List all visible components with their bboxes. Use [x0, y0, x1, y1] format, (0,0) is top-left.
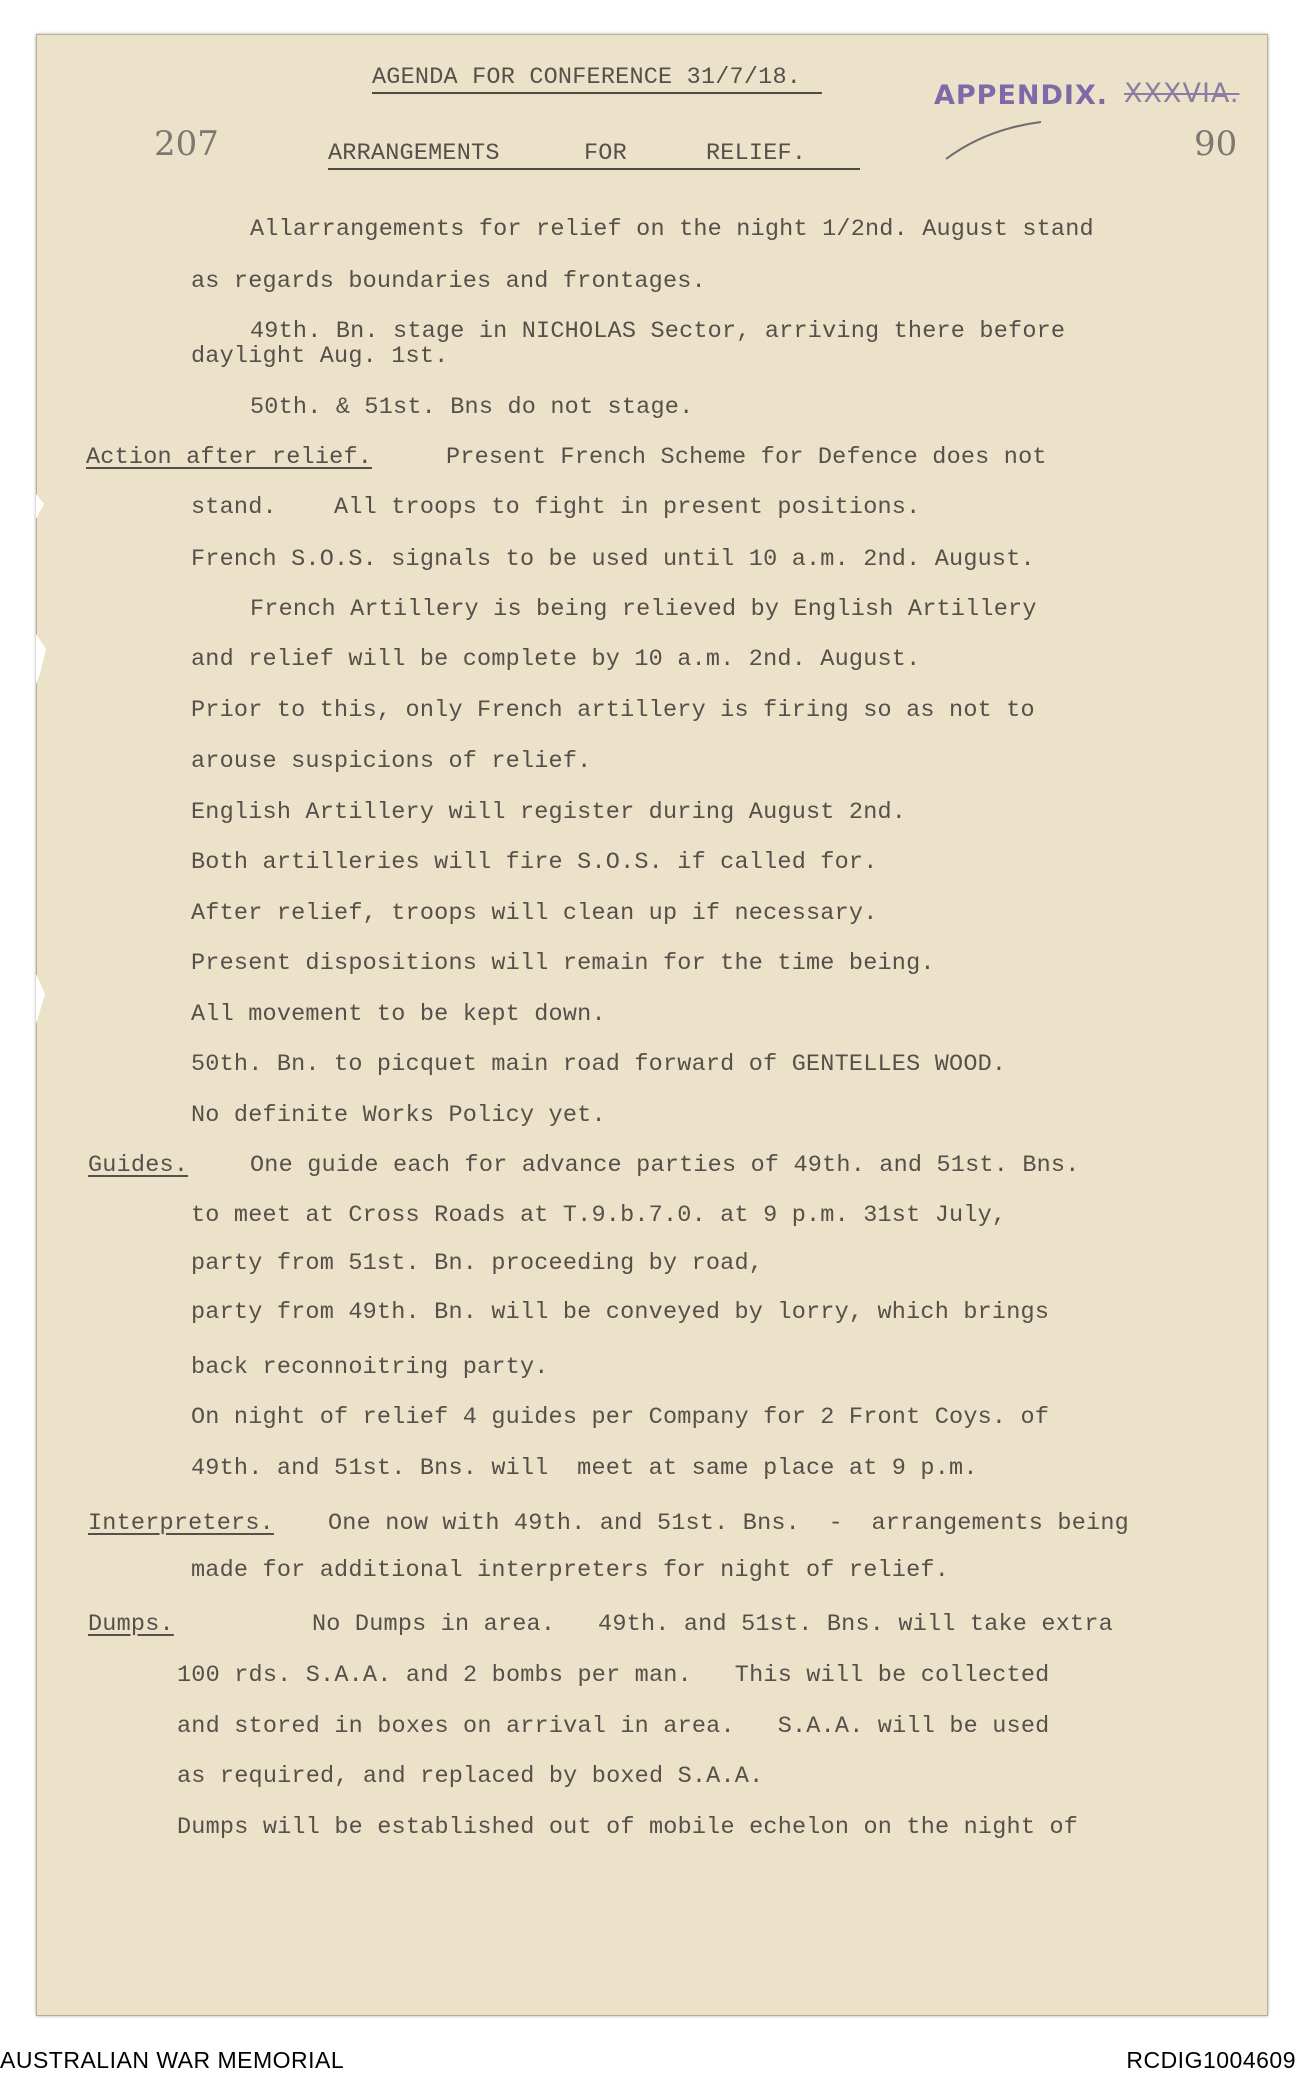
- guides-line-5: back reconnoitring party.: [191, 1354, 549, 1381]
- action-line-4: French Artillery is being relieved by English Artillery: [250, 596, 1037, 623]
- heading-interpreters: Interpreters.: [88, 1510, 274, 1537]
- dumps-line-2: 100 rds. S.A.A. and 2 bombs per man. This will be collected: [177, 1662, 1050, 1689]
- subtitle-underline: [328, 168, 860, 170]
- subtitle-arrangements: ARRANGEMENTS: [328, 140, 500, 167]
- action-line-11: Present dispositions will remain for the time being.: [191, 950, 935, 977]
- footer-source: AUSTRALIAN WAR MEMORIAL: [0, 2047, 345, 2073]
- page-number-left: 207: [154, 124, 219, 164]
- interpreters-line-2: made for additional interpreters for night of relief.: [191, 1557, 950, 1584]
- action-line-12: All movement to be kept down.: [191, 1001, 606, 1028]
- appendix-stamp-label: APPENDIX.: [934, 80, 1109, 111]
- dumps-line-5: Dumps will be established out of mobile echelon on the night of: [177, 1814, 1079, 1841]
- dumps-line-1: No Dumps in area. 49th. and 51st. Bns. will take extra: [312, 1611, 1113, 1638]
- page-number-right: 90: [1194, 124, 1238, 164]
- guides-line-6: On night of relief 4 guides per Company for 2 Front Coys. of: [191, 1404, 1050, 1431]
- action-line-8: English Artillery will register during August 2nd.: [191, 799, 907, 826]
- dumps-line-4: as required, and replaced by boxed S.A.A.: [177, 1763, 764, 1790]
- action-line-10: After relief, troops will clean up if necessary.: [191, 900, 878, 927]
- action-line-2: stand. All troops to fight in present positions.: [191, 494, 921, 521]
- heading-dumps: Dumps.: [88, 1611, 174, 1638]
- guides-line-4: party from 49th. Bn. will be conveyed by lorry, which brings: [191, 1299, 1050, 1326]
- action-line-1: Present French Scheme for Defence does not: [446, 444, 1047, 471]
- title-underline: [372, 92, 822, 94]
- heading-guides: Guides.: [88, 1152, 189, 1179]
- intro-line-4: daylight Aug. 1st.: [191, 343, 449, 370]
- action-line-7: arouse suspicions of relief.: [191, 748, 592, 775]
- action-line-13: 50th. Bn. to picquet main road forward of GENTELLES WOOD.: [191, 1051, 1007, 1078]
- action-line-3: French S.O.S. signals to be used until 10 a.m. 2nd. August.: [191, 546, 1035, 573]
- document-title: AGENDA FOR CONFERENCE 31/7/18.: [372, 64, 802, 91]
- intro-line-1: Allarrangements for relief on the night 1/2nd. August stand: [250, 216, 1094, 243]
- subtitle-for: FOR: [584, 140, 627, 167]
- guides-line-3: party from 51st. Bn. proceeding by road,: [191, 1250, 764, 1277]
- action-line-6: Prior to this, only French artillery is firing so as not to: [191, 697, 1035, 724]
- intro-line-5: 50th. & 51st. Bns do not stage.: [250, 394, 694, 421]
- guides-line-1: One guide each for advance parties of 49th. and 51st. Bns.: [250, 1152, 1080, 1179]
- stamp-pen-stroke: [936, 114, 1056, 174]
- footer-image-id: RCDIG1004609: [1126, 2047, 1296, 2073]
- action-line-14: No definite Works Policy yet.: [191, 1102, 606, 1129]
- document-sheet: [36, 34, 1268, 2016]
- action-line-5: and relief will be complete by 10 a.m. 2nd. August.: [191, 646, 921, 673]
- guides-line-7: 49th. and 51st. Bns. will meet at same place at 9 p.m.: [191, 1455, 978, 1482]
- interpreters-line-1: One now with 49th. and 51st. Bns. - arrangements being: [328, 1510, 1129, 1537]
- dumps-line-3: and stored in boxes on arrival in area. S.A.A. will be used: [177, 1713, 1050, 1740]
- guides-line-2: to meet at Cross Roads at T.9.b.7.0. at 9 p.m. 31st July,: [191, 1202, 1007, 1229]
- intro-line-3: 49th. Bn. stage in NICHOLAS Sector, arriving there before: [250, 318, 1066, 345]
- heading-action-after-relief: Action after relief.: [86, 444, 373, 471]
- subtitle-relief: RELIEF.: [706, 140, 807, 167]
- action-line-9: Both artilleries will fire S.O.S. if called for.: [191, 849, 878, 876]
- intro-line-2: as regards boundaries and frontages.: [191, 268, 706, 295]
- appendix-stamp-roman: XXXVIA.: [1124, 78, 1240, 109]
